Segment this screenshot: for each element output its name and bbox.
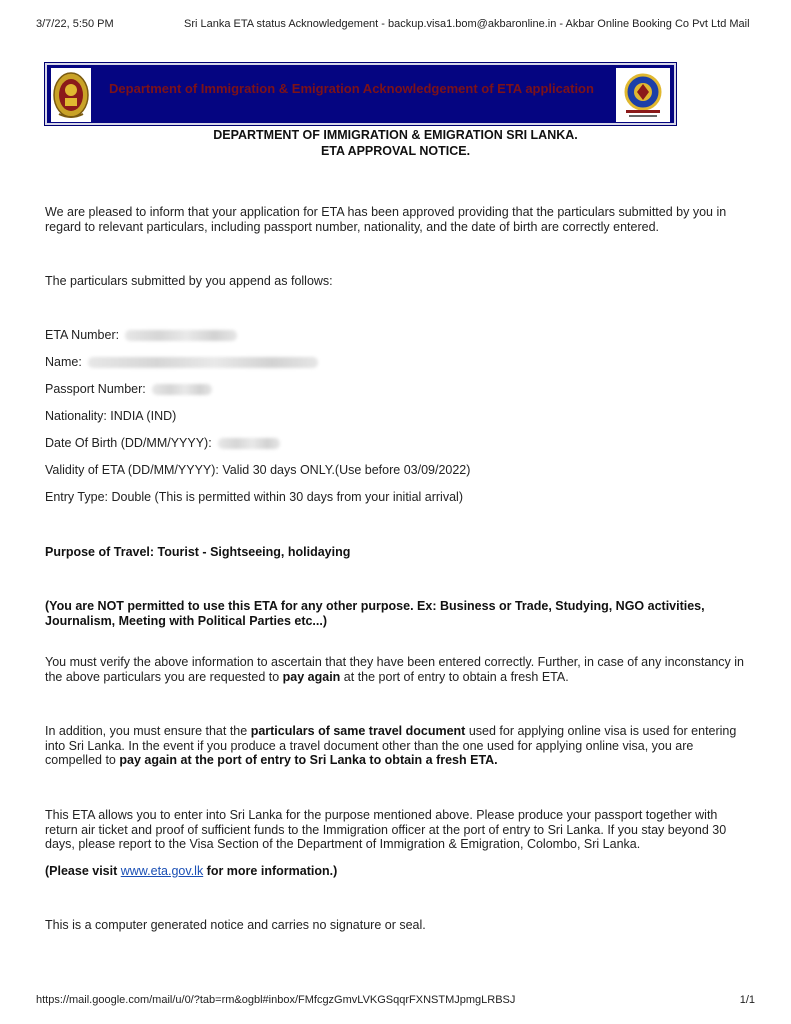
- warning-row: [45, 599, 745, 628]
- validity-field: Validity of ETA (DD/MM/YYYY): Valid 30 days ONLY.(Use before 03/09/2022): [45, 463, 471, 477]
- purpose-of-travel: Purpose of Travel: Tourist - Sightseeing, holidaying: [45, 545, 351, 559]
- visit-line: [45, 864, 745, 879]
- entry-type-field: Entry Type: Double (This is permitted within 30 days from your initial arrival): [45, 490, 463, 504]
- addition-text-1: In addition, you must ensure that the: [45, 724, 251, 738]
- verify-text-2: at the port of entry to obtain a fresh ETA.: [340, 669, 569, 684]
- print-url: https://mail.google.com/mail/u/0/?tab=rm&ogbl#inbox/FMfcgzGmvLVKGSqqrFXNSTMJpmgLRBSJ: [36, 994, 516, 1006]
- dob-label: Date Of Birth (DD/MM/YYYY):: [45, 436, 212, 450]
- addition-bold-1: particulars of same travel document: [250, 724, 466, 738]
- purpose-warning: (You are NOT permitted to use this ETA for any other purpose. Ex: Business or Trade, Studying, NGO activities, Journalism, Meeting with Political Parties etc...): [45, 599, 705, 628]
- visit-text-1: (Please visit: [45, 864, 121, 878]
- verify-text-1: You must verify the above information to ascertain that they have been entered correctly. Further, in case of any inconstancy in the above particulars you are requested to: [45, 655, 744, 684]
- print-title: Sri Lanka ETA status Acknowledgement - backup.visa1.bom@akbaronline.in - Akbar Online Booking Co Pvt Ltd Mail: [184, 18, 750, 30]
- allows-paragraph: This ETA allows you to enter into Sri Lanka for the purpose mentioned above. Please produce your passport together with return air ticket and proof of sufficient funds to the Immigration officer at the port of entry to Sri Lanka. If you stay beyond 30 days, please report to the Visa Section of the Department of Immigration & Emigration, Colombo, Sri Lanka.: [45, 808, 727, 851]
- redacted-dob: [218, 438, 280, 449]
- verify-paragraph: [45, 655, 745, 684]
- addition-text-2: used for applying online visa is used for entering into Sri Lanka. In the event if you produce a travel document other than the one used for applying online visa, you are compelled to: [45, 724, 737, 767]
- banner-title: Department of Immigration & Emigration Acknowledgement of ETA application: [109, 81, 594, 96]
- page-number: 1/1: [739, 994, 755, 1006]
- addition-paragraph: [45, 724, 745, 768]
- name-label: Name:: [45, 355, 82, 369]
- nationality-field: Nationality: INDIA (IND): [45, 409, 177, 423]
- redacted-eta-number: [125, 330, 237, 341]
- heading-line-2: ETA APPROVAL NOTICE.: [320, 144, 471, 158]
- eta-website-link[interactable]: www.eta.gov.lk: [120, 864, 204, 878]
- addition-bold-2: pay again at the port of entry to Sri Lanka to obtain a fresh ETA.: [119, 753, 498, 767]
- print-datetime: 3/7/22, 5:50 PM: [36, 18, 114, 30]
- computer-generated-note: This is a computer generated notice and carries no signature or seal.: [45, 918, 426, 932]
- eta-number-label: ETA Number:: [45, 328, 120, 342]
- immigration-emblem-icon: [616, 68, 670, 122]
- particulars-intro: The particulars submitted by you append as follows:: [45, 274, 333, 288]
- passport-label: Passport Number:: [45, 382, 146, 396]
- eta-number-field: [45, 328, 237, 342]
- heading-line-1: DEPARTMENT OF IMMIGRATION & EMIGRATION SRI LANKA.: [213, 128, 578, 142]
- name-field: [45, 355, 318, 369]
- eta-banner: [45, 63, 676, 125]
- notice-heading: [0, 127, 791, 159]
- passport-field: [45, 382, 212, 396]
- purpose-row: [45, 545, 745, 560]
- visit-text-2: for more information.): [203, 864, 338, 878]
- dob-field: [45, 436, 280, 450]
- verify-pay-again: pay again: [282, 669, 341, 684]
- redacted-passport-number: [152, 384, 212, 395]
- intro-paragraph: We are pleased to inform that your application for ETA has been approved providing that the particulars submitted by you in regard to relevant particulars, including passport number, nationality, and the date of birth are correctly entered.: [45, 205, 727, 234]
- sri-lanka-emblem-icon: [51, 68, 91, 122]
- redacted-name: [88, 357, 318, 368]
